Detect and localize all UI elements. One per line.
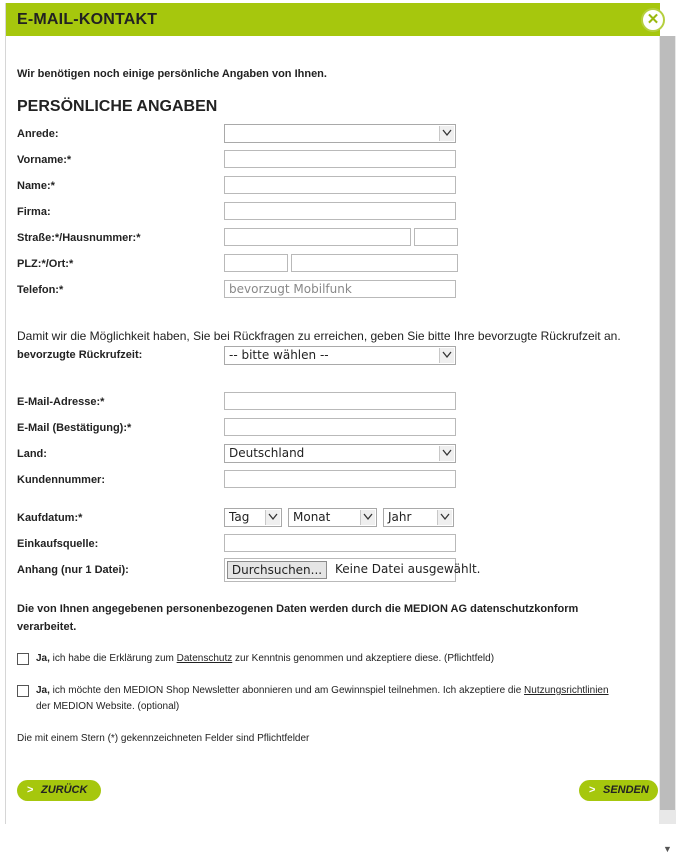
vorname-label: Vorname:* [17,154,72,166]
land-value: Deutschland [229,446,305,460]
privacy-note-line2: verarbeitet. [17,621,77,633]
kaufdatum-year-value: Jahr [388,510,412,524]
chevron-down-icon [265,510,280,525]
email-label: E-Mail-Adresse:* [17,396,105,408]
plz-input[interactable] [224,254,288,272]
rueckruf-value: -- bitte wählen -- [229,348,329,362]
anhang-label: Anhang (nur 1 Datei): [17,564,129,576]
rueckruf-label: bevorzugte Rückrufzeit: [17,349,143,361]
browse-button[interactable]: Durchsuchen... [227,561,327,579]
consent-privacy-pre: ich habe die Erklärung zum [49,653,177,664]
einkaufsquelle-label: Einkaufsquelle: [17,538,99,550]
scroll-down-arrow-icon[interactable]: ▼ [663,844,672,854]
consent-newsletter-checkbox[interactable] [17,685,29,697]
anrede-label: Anrede: [17,128,59,140]
firma-label: Firma: [17,206,51,218]
firma-input[interactable] [224,202,456,220]
consent-newsletter-text [36,685,609,696]
chevron-right-icon: > [589,784,596,796]
telefon-label: Telefon:* [17,284,64,296]
consent-privacy-post: zur Kenntnis genommen und akzeptiere diese. (Pflichtfeld) [232,653,495,664]
email-confirm-label: E-Mail (Bestätigung):* [17,422,132,434]
intro-text: Wir benötigen noch einige persönliche Angaben von Ihnen. [17,68,327,80]
required-fields-note: Die mit einem Stern (*) gekennzeichneten Felder sind Pflichtfelder [17,733,310,744]
strasse-label: Straße:*/Hausnummer:* [17,232,141,244]
chevron-down-icon [439,446,454,461]
scrollbar-thumb[interactable] [660,36,675,810]
kaufdatum-label: Kaufdatum:* [17,512,83,524]
kaufdatum-day-value: Tag [229,510,250,524]
chevron-down-icon [437,510,452,525]
land-select[interactable] [224,444,456,463]
consent-privacy-text [36,653,494,664]
back-button[interactable] [17,780,101,801]
consent-privacy-ja: Ja, [36,653,50,664]
telefon-input[interactable]: bevorzugt Mobilfunk [224,280,456,298]
dialog-title: E-MAIL-KONTAKT [17,11,158,28]
plz-label: PLZ:*/Ort:* [17,258,74,270]
anrede-select[interactable] [224,124,456,143]
chevron-down-icon [439,126,454,141]
close-icon[interactable]: ✕ [641,8,665,32]
strasse-input[interactable] [224,228,411,246]
email-input[interactable] [224,392,456,410]
name-label: Name:* [17,180,55,192]
consent-newsletter-ja: Ja, [36,685,50,696]
dialog-header [6,3,660,36]
kaufdatum-month-select[interactable] [288,508,377,527]
chevron-down-icon [360,510,375,525]
kaufdatum-month-value: Monat [293,510,331,524]
kaufdatum-day-select[interactable] [224,508,282,527]
name-input[interactable] [224,176,456,194]
rueckruf-select[interactable] [224,346,456,365]
file-upload[interactable] [224,558,481,582]
section-title: PERSÖNLICHE ANGABEN [17,98,218,115]
einkaufsquelle-input[interactable] [224,534,456,552]
chevron-right-icon: > [27,784,34,796]
file-status: Keine Datei ausgewählt. [335,562,481,576]
send-button-label: SENDEN [603,784,649,796]
consent-privacy-checkbox[interactable] [17,653,29,665]
callback-note: Damit wir die Möglichkeit haben, Sie bei Rückfragen zu erreichen, geben Sie bitte Ihre bevorzugte Rückrufzeit an. [17,329,621,343]
chevron-down-icon [439,348,454,363]
scrollbar[interactable] [659,36,676,854]
privacy-note-line1: Die von Ihnen angegebenen personenbezogenen Daten werden durch die MEDION AG datenschutzkonform [17,603,579,615]
datenschutz-link[interactable]: Datenschutz [176,653,233,664]
kundennummer-input[interactable] [224,470,456,488]
vorname-input[interactable] [224,150,456,168]
email-confirm-input[interactable] [224,418,456,436]
land-label: Land: [17,448,47,460]
hausnummer-input[interactable] [414,228,458,246]
nutzungsrichtlinien-link[interactable]: Nutzungsrichtlinien [524,685,609,696]
send-button[interactable] [579,780,658,801]
kundennummer-label: Kundennummer: [17,474,105,486]
ort-input[interactable] [291,254,458,272]
consent-newsletter-line2: der MEDION Website. (optional) [36,701,180,712]
back-button-label: ZURÜCK [41,784,88,796]
consent-newsletter-pre: ich möchte den MEDION Shop Newsletter abonnieren und am Gewinnspiel teilnehmen. Ich akzeptiere die [49,685,525,696]
kaufdatum-year-select[interactable] [383,508,454,527]
